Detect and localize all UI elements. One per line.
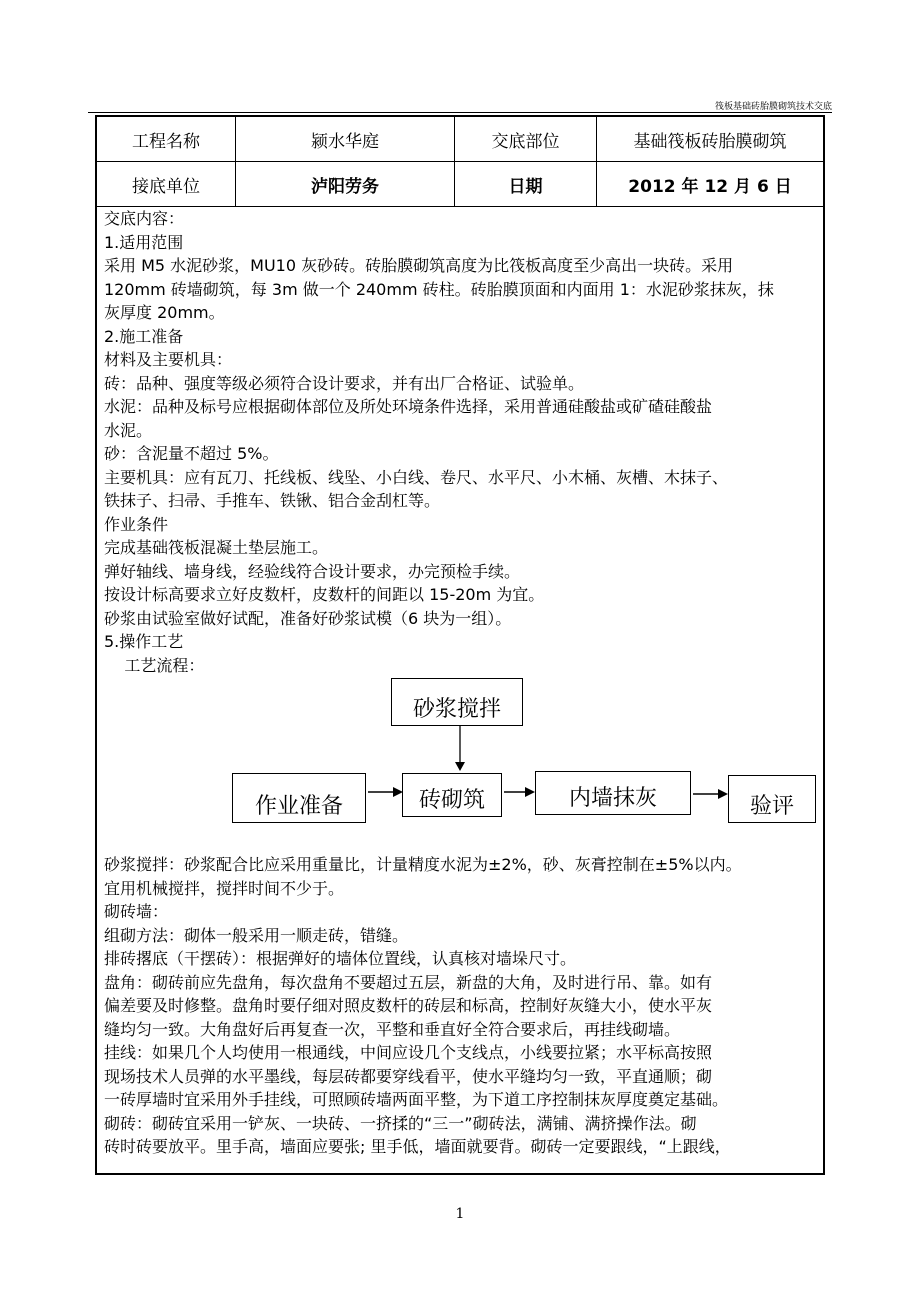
flow-box-evaluation: 验评: [728, 775, 816, 823]
content-line: 材料及主要机具：: [104, 350, 233, 369]
document-sheet: [95, 115, 825, 1175]
content-line: 砖：品种、强度等级必须符合设计要求，并有出厂合格证、试验单。: [104, 373, 585, 393]
content-line: 缝均匀一致。大角盘好后再复查一次，平整和垂直好全符合要求后，再挂线砌墙。: [104, 1019, 681, 1039]
info-table: [97, 117, 823, 207]
disclosure-part-value: 基础筏板砖胎膜砌筑: [597, 117, 824, 162]
content-line: 采用 M5 水泥砂浆，MU10 灰砂砖。砖胎膜砌筑高度为比筏板高度至少高出一块砖。采用: [104, 256, 734, 275]
flow-box-preparation: 作业准备: [232, 773, 366, 823]
disclosure-part-label: 交底部位: [455, 117, 597, 162]
content-line: 砂浆搅拌：砂浆配合比应采用重量比，计量精度水泥为±2%，砂、灰膏控制在±5%以内。: [104, 855, 742, 874]
header-rule: [88, 112, 832, 113]
content-line: 砖时砖要放平。里手高，墙面应要张; 里手低，墙面就要背。砌砖一定要跟线，“上跟线，: [104, 1137, 731, 1156]
content-line: 弹好轴线、墙身线，经验线符合设计要求，办完预检手续。: [104, 561, 521, 581]
content-line: 一砖厚墙时宜采用外手挂线，可照顾砖墙两面平整，为下道工序控制抹灰厚度奠定基础。: [104, 1090, 729, 1109]
content-line: 5.操作工艺: [104, 632, 184, 651]
content-line: 工艺流程：: [104, 655, 205, 675]
info-row-1: [97, 117, 823, 162]
process-flowchart: [104, 677, 822, 853]
content-line: 铁抹子、扫帚、手推车、铁锹、铝合金刮杠等。: [104, 491, 441, 510]
content-line: 宜用机械搅拌，搅拌时间不少于。: [104, 878, 345, 898]
content-line: 120mm 砖墙砌筑，每 3m 做一个 240mm 砖柱。砖胎膜顶面和内面用 1：水泥砂浆抹灰，抹: [104, 279, 774, 299]
arrow-right-icon: [366, 785, 404, 799]
content-line: 2.施工准备: [104, 326, 184, 346]
content-line: 交底内容：: [104, 209, 185, 228]
flow-box-mortar-mixing: 砂浆搅拌: [391, 678, 523, 726]
receiver-value: 泸阳劳务: [236, 162, 455, 207]
receiver-label: 接底单位: [97, 162, 236, 207]
running-header: 筏板基础砖胎膜砌筑技术交底: [714, 102, 832, 112]
date-label: 日期: [455, 162, 597, 207]
content-line: 主要机具：应有瓦刀、托线板、线坠、小白线、卷尺、水平尺、小木桶、灰槽、木抹子、: [104, 467, 729, 487]
flow-box-interior-plastering: 内墙抹灰: [535, 771, 691, 815]
content-line: 灰厚度 20mm。: [104, 303, 225, 322]
page-number: 1: [455, 1206, 465, 1222]
project-name-value: 颍水华庭: [236, 117, 455, 162]
project-name-label: 工程名称: [97, 117, 236, 162]
content-line: 砂：含泥量不超过 5%。: [104, 444, 279, 463]
content-line: 盘角：砌砖前应先盘角，每次盘角不要超过五层，新盘的大角，及时进行吊、靠。如有: [104, 972, 713, 992]
content-line: 偏差要及时修整。盘角时要仔细对照皮数杆的砖层和标高，控制好灰缝大小，使水平灰: [104, 996, 713, 1015]
content-line: 1.适用范围: [104, 232, 184, 252]
content-line: 砂浆由试验室做好试配，准备好砂浆试模（6 块为一组）。: [104, 608, 512, 628]
content-line: 砌砖：砌砖宜采用一铲灰、一块砖、一挤揉的“三一”砌砖法，满铺、满挤操作法。砌: [104, 1113, 697, 1133]
flow-box-bricklaying: 砖砌筑: [402, 773, 502, 817]
content-line: 完成基础筏板混凝土垫层施工。: [104, 538, 329, 557]
arrow-right-icon: [691, 787, 729, 801]
content-line: 排砖撂底（干摆砖）：根据弹好的墙体位置线，认真核对墙垛尺寸。: [104, 949, 577, 968]
date-value: 2012 年 12 月 6 日: [597, 162, 824, 207]
content-line: 作业条件: [104, 514, 169, 534]
content-line: 水泥。: [104, 420, 153, 440]
content-line: 挂线：如果几个人均使用一根通线，中间应设几个支线点，小线要拉紧；水平标高按照: [104, 1043, 713, 1062]
arrow-down-icon: [454, 726, 466, 772]
content-line: 水泥：品种及标号应根据砌体部位及所处环境条件选择，采用普通硅酸盐或矿碴硅酸盐: [104, 397, 713, 416]
arrow-right-icon: [502, 785, 536, 799]
content-line: 砌砖墙：: [104, 902, 169, 921]
info-row-2: [97, 162, 823, 207]
content-line: 组砌方法：砌体一般采用一顺走砖，错缝。: [104, 925, 409, 945]
content-line: 现场技术人员弹的水平墨线，每层砖都要穿线看平，使水平缝均匀一致，平直通顺；砌: [104, 1066, 713, 1086]
content-line: 按设计标高要求立好皮数杆，皮数杆的间距以 15-20m 为宜。: [104, 585, 545, 604]
disclosure-content: [104, 207, 822, 1159]
